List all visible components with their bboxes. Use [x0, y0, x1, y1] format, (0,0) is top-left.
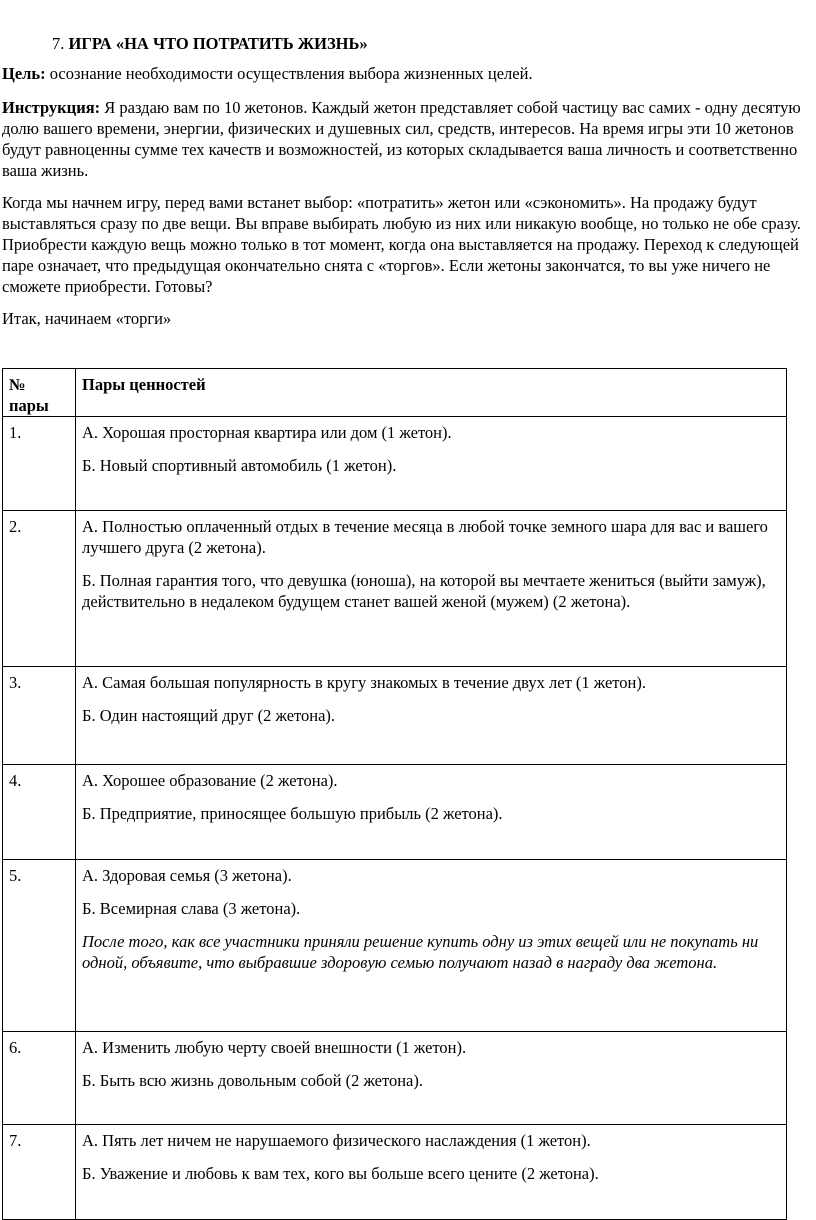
option-a: А. Здоровая семья (3 жетона).	[82, 866, 292, 885]
option-b: Б. Новый спортивный автомобиль (1 жетон).	[82, 456, 397, 475]
header-pair-number: № пары	[3, 369, 76, 417]
section-title	[52, 33, 368, 54]
option-b: Б. Предприятие, приносящее большую прибыль (2 жетона).	[82, 804, 503, 823]
instruction-paragraph	[2, 97, 802, 181]
pair-number: 2.	[3, 511, 76, 667]
header-value-pairs: Пары ценностей	[76, 369, 787, 417]
table-row	[3, 860, 787, 1032]
goal-text: осознание необходимости осуществления выбора жизненных целей.	[45, 64, 533, 83]
pair-cell	[76, 1032, 787, 1125]
goal-label: Цель:	[2, 64, 46, 83]
option-b: Б. Полная гарантия того, что девушка (юноша), на которой вы мечтаете жениться (выйти замуж), действительно в недалеком будущем станет вашей женой (мужем) (2 жетона).	[82, 571, 766, 611]
pair-number: 3.	[3, 667, 76, 765]
pair-number: 1.	[3, 417, 76, 511]
value-pairs-table	[2, 368, 787, 1220]
option-b: Б. Всемирная слава (3 жетона).	[82, 899, 301, 918]
table-row	[3, 667, 787, 765]
rules-paragraph: Когда мы начнем игру, перед вами встанет выбор: «потратить» жетон или «сэкономить». На продажу будут выставляться сразу по две вещи. Вы вправе выбирать любую из них или никакую вообще, но только не обе сразу. Приобрести каждую вещь можно только в тот момент, когда она выставляется на продажу. Переход к следующей паре означает, что предыдущая окончательно снята с «торгов». Если жетоны закончатся, то вы уже ничего не сможете приобрести. Готовы?	[2, 193, 801, 296]
pair-cell	[76, 417, 787, 511]
table-row	[3, 1125, 787, 1220]
table-header-row	[3, 369, 787, 417]
title-number: 7.	[52, 34, 65, 53]
option-b: Б. Быть всю жизнь довольным собой (2 жетона).	[82, 1071, 424, 1090]
pair-cell	[76, 511, 787, 667]
pair-cell	[76, 765, 787, 860]
option-a: А. Самая большая популярность в кругу знакомых в течение двух лет (1 жетон).	[82, 673, 646, 692]
pair-cell	[76, 667, 787, 765]
option-a: А. Хорошее образование (2 жетона).	[82, 771, 338, 790]
facilitator-note: После того, как все участники приняли решение купить одну из этих вещей или не покупать ни одной, объявите, что выбравшие здоровую семью получают назад в награду два жетона.	[82, 932, 759, 972]
option-a: А. Пять лет ничем не нарушаемого физического наслаждения (1 жетон).	[82, 1131, 591, 1150]
table-row	[3, 1032, 787, 1125]
option-a: А. Изменить любую черту своей внешности (1 жетон).	[82, 1038, 467, 1057]
title-text: ИГРА «НА ЧТО ПОТРАТИТЬ ЖИЗНЬ»	[68, 34, 368, 53]
pair-number: 5.	[3, 860, 76, 1032]
table-row	[3, 765, 787, 860]
pair-cell	[76, 860, 787, 1032]
table-row	[3, 511, 787, 667]
table-row	[3, 417, 787, 511]
instruction-text: Я раздаю вам по 10 жетонов. Каждый жетон представляет собой частицу вас самих - одну десятую долю вашего времени, энергии, физических и душевных сил, средств, интересов. На время игры эти 10 жетонов будут равноценны сумме тех качеств и возможностей, из которых складывается ваша личность и соответственно ваша жизнь.	[2, 98, 801, 180]
option-a: А. Хорошая просторная квартира или дом (1 жетон).	[82, 423, 452, 442]
pair-cell	[76, 1125, 787, 1220]
option-a: А. Полностью оплаченный отдых в течение месяца в любой точке земного шара для вас и вашего лучшего друга (2 жетона).	[82, 517, 768, 557]
goal-paragraph	[2, 63, 802, 84]
option-b: Б. Уважение и любовь к вам тех, кого вы больше всего цените (2 жетона).	[82, 1164, 599, 1183]
option-b: Б. Один настоящий друг (2 жетона).	[82, 706, 336, 725]
pair-number: 7.	[3, 1125, 76, 1220]
start-paragraph: Итак, начинаем «торги»	[2, 309, 172, 328]
pair-number: 6.	[3, 1032, 76, 1125]
instruction-label: Инструкция:	[2, 98, 101, 117]
pair-number: 4.	[3, 765, 76, 860]
